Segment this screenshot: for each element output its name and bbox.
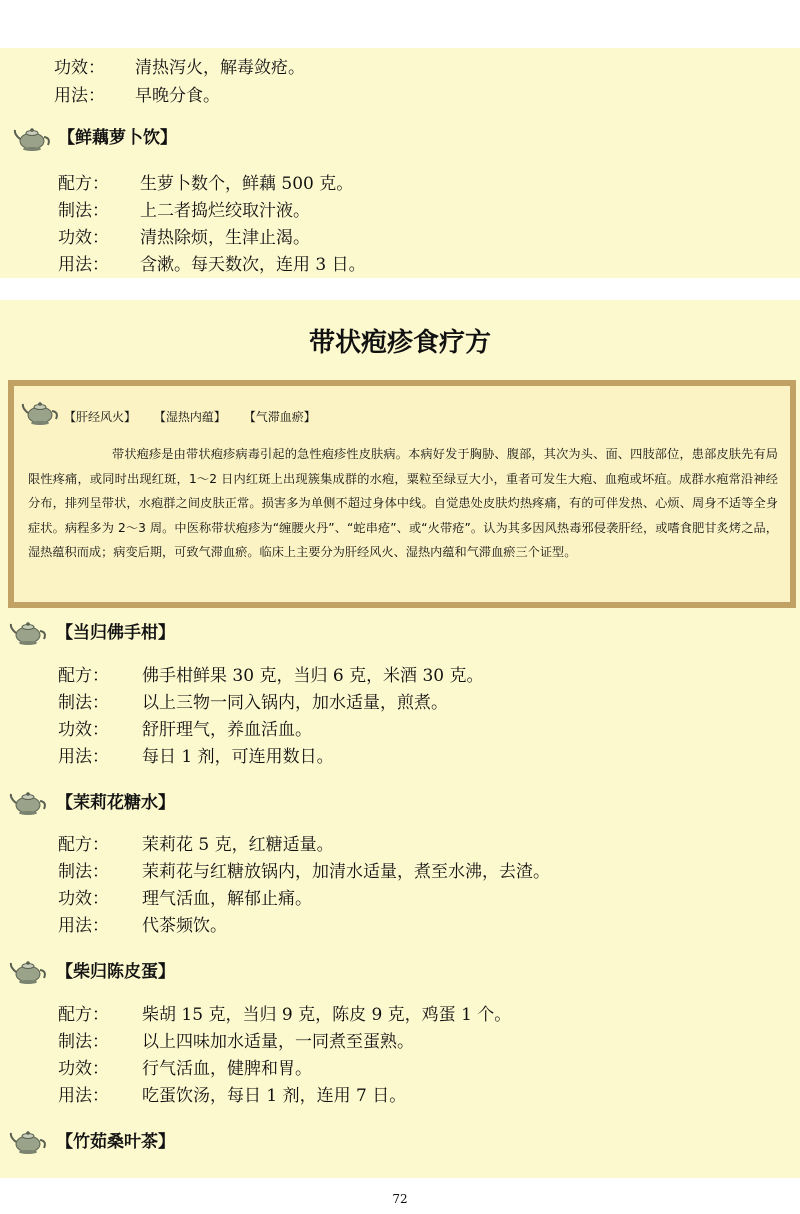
teapot-icon <box>12 124 52 152</box>
page-number: 72 <box>392 1192 408 1206</box>
line-label: 用法： <box>58 1086 109 1106</box>
line-label: 功效： <box>58 1059 109 1079</box>
line-label: 配方： <box>58 174 109 194</box>
line-value: 代茶频饮。 <box>142 916 227 936</box>
line-value: 清热除烦，生津止渴。 <box>140 228 310 248</box>
teapot-icon <box>8 788 48 816</box>
recipe-title: 【鲜藕萝卜饮】 <box>58 128 177 148</box>
teapot-icon <box>8 957 48 985</box>
line-value: 佛手柑鲜果 30 克，当归 6 克，米酒 30 克。 <box>142 666 484 686</box>
line-value: 茉莉花 5 克，红糖适量。 <box>142 835 334 855</box>
line-label: 制法： <box>58 693 109 713</box>
line-value: 每日 1 剂，可连用数日。 <box>142 747 334 767</box>
tag-qizhi-xueyu: 【气滞血瘀】 <box>243 410 316 424</box>
line-value: 早晚分食。 <box>135 86 220 106</box>
line-label: 用法： <box>58 916 109 936</box>
line-value: 清热泻火，解毒敛疮。 <box>135 58 305 78</box>
teapot-icon <box>8 1127 48 1155</box>
line-value: 生萝卜数个，鲜藕 500 克。 <box>140 174 354 194</box>
section-title: 带状疱疹食疗方 <box>308 328 491 358</box>
line-label: 配方： <box>58 835 109 855</box>
line-value: 以上四味加水适量，一同煮至蛋熟。 <box>142 1032 414 1052</box>
line-value: 理气活血，解郁止痛。 <box>142 889 312 909</box>
line-value: 行气活血，健脾和胃。 <box>142 1059 312 1079</box>
line-value: 上二者捣烂绞取汁液。 <box>140 201 310 221</box>
upper-panel <box>0 48 800 278</box>
line-value: 以上三物一同入锅内，加水适量，煎煮。 <box>142 693 448 713</box>
recipe-title: 【当归佛手柑】 <box>56 623 175 643</box>
line-label: 制法： <box>58 1032 109 1052</box>
recipe-title: 【柴归陈皮蛋】 <box>56 962 175 982</box>
line-value: 含漱。每天数次，连用 3 日。 <box>140 255 366 275</box>
intro-paragraph: 带状疱疹是由带状疱疹病毒引起的急性疱疹性皮肤病。本病好发于胸胁、腹部，其次为头、面、四肢部位，患部皮肤先有局限性疼痛，或同时出现红斑，1～2 日内红斑上出现簇集成群的水疱，粟粒至绿豆大小，重者可发生大疱、血疱或坏疽。成群水疱常沿神经分布，排列呈带状，水疱群之间皮肤正常。损害多为单侧不超过身体中线。自觉患处皮肤灼热疼痛，有的可伴发热、心烦、周身不适等全身症状。病程多为 2～3 周。中医称带状疱疹为“缠腰火丹”、“蛇串疮”、或“火带疮”。认为其多因风热毒邪侵袭肝经，或嗜食肥甘炙烤之品，湿热蕴积而成；病变后期，可致气滞血瘀。临床上主要分为肝经风火、湿热内蕴和气滞血瘀三个证型。 <box>28 447 778 559</box>
syndrome-tags <box>64 408 330 425</box>
line-label: 功效： <box>54 58 105 78</box>
recipe-title: 【竹茹桑叶茶】 <box>56 1132 175 1152</box>
teapot-icon <box>20 398 60 426</box>
line-value: 茉莉花与红糖放锅内，加清水适量，煮至水沸，去渣。 <box>142 862 550 882</box>
line-label: 制法： <box>58 862 109 882</box>
line-label: 功效： <box>58 228 109 248</box>
teapot-icon <box>8 618 48 646</box>
line-label: 用法： <box>54 86 105 106</box>
line-label: 配方： <box>58 1005 109 1025</box>
line-label: 功效： <box>58 720 109 740</box>
line-label: 用法： <box>58 747 109 767</box>
line-label: 用法： <box>58 255 109 275</box>
recipe-title: 【茉莉花糖水】 <box>56 793 175 813</box>
tag-ganjing-fenghuo: 【肝经风火】 <box>64 410 137 424</box>
tag-shire-neiyun: 【湿热内蕴】 <box>153 410 226 424</box>
line-value: 舒肝理气，养血活血。 <box>142 720 312 740</box>
intro-box <box>8 380 796 608</box>
line-label: 配方： <box>58 666 109 686</box>
line-value: 柴胡 15 克，当归 9 克，陈皮 9 克，鸡蛋 1 个。 <box>142 1005 512 1025</box>
line-label: 制法： <box>58 201 109 221</box>
line-label: 功效： <box>58 889 109 909</box>
line-value: 吃蛋饮汤，每日 1 剂，连用 7 日。 <box>142 1086 407 1106</box>
